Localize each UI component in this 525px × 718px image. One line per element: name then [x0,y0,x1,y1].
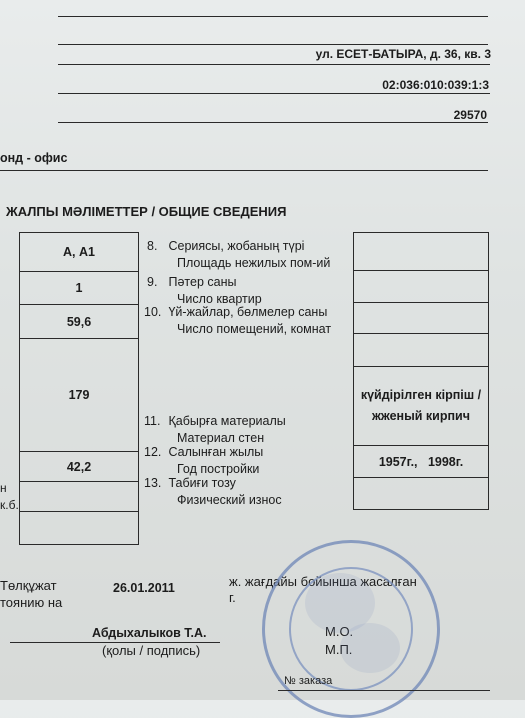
address-value: ул. ЕСЕТ-БАТЫРА, д. 36, кв. 3 [315,47,491,61]
legend-ru: Материал стен [177,431,265,445]
legend-item-13 [144,475,282,509]
legend-ru: Площадь нежилых пом-ий [177,256,331,270]
header-rule-3 [58,64,490,65]
left-cell-wear [20,482,138,512]
legend-ru: Год постройки [177,462,260,476]
legend-ru: Число квартир [177,292,262,306]
order-label: № заказа [284,675,333,687]
left-cell-wall-material: 179 [20,339,138,452]
legend-ru: Физический износ [177,493,282,507]
right-cell-apartments [354,271,488,303]
legend-kz: Үй-жайлар, бөлмелер саны [168,305,328,319]
stamp-ink-blot [340,623,400,673]
right-cell-series [354,233,488,271]
left-cell-series: А, А1 [20,233,138,272]
legend-item-10 [144,304,331,338]
right-cell-wear [354,478,488,508]
left-margin-fragment-2: к.б. [0,498,19,512]
legend-num: 8. [147,239,158,253]
legend-item-11 [144,413,286,447]
footer-state-line-1: ж. жағдайы бойынша жасалған [229,574,417,589]
left-cell-extra [20,512,138,543]
right-cell-year: 1957г., 1998г. [354,446,488,478]
header-rule-5 [58,122,488,123]
cadastral-number-value: 02:036:010:039:1:3 [382,78,489,92]
legend-num: 11. [144,414,161,428]
legend-num: 12. [144,445,162,459]
footer-date: 26.01.2011 [113,581,175,595]
legend-item-8 [147,238,330,272]
legend-kz: Салынған жылы [168,445,264,459]
right-cell-rooms [354,303,488,334]
order-rule [278,690,490,691]
header-rule-1 [58,16,488,17]
footer-state-line-2: г. [229,590,236,605]
footer-left-line-2: тоянию на [0,595,63,610]
left-cell-apartments: 1 [20,272,138,305]
legend-ru: Число помещений, комнат [177,322,332,336]
legend-kz: Қабырға материалы [168,414,286,428]
signer-name: Абдыхалыков Т.А. [92,626,207,640]
number-value: 29570 [453,108,487,122]
legend-item-9 [147,274,262,308]
left-margin-fragment-1: н [0,481,7,495]
legend-num: 13. [144,476,162,490]
legend-kz: Сериясы, жобаның түрі [168,239,305,253]
legend-num: 9. [147,275,158,289]
section-title: ЖАЛПЫ МӘЛІМЕТТЕР / ОБЩИЕ СВЕДЕНИЯ [6,204,287,219]
legend-kz: Табиғи тозу [168,476,236,490]
mp-label: М.П. [325,642,353,657]
legend-num: 10. [144,305,162,319]
right-values-table [353,232,489,510]
header-rule-4 [58,93,490,94]
header-rule-2 [58,44,488,45]
purpose-rule [0,170,488,171]
signature-caption: (қолы / подпись) [102,643,201,658]
legend-item-12 [144,444,263,478]
purpose-fragment: онд - офис [0,151,68,165]
left-cell-rooms: 59,6 [20,305,138,339]
left-cell-year: 42,2 [20,452,138,482]
left-values-table [19,232,139,545]
right-cell-wall-material: күйдірілген кірпіш / жженый кирпич [354,367,488,446]
round-stamp [262,540,440,718]
right-cell-blank [354,334,488,367]
legend-kz: Пәтер саны [168,275,237,289]
mo-label: М.О. [325,624,354,639]
footer-left-line-1: Төлқұжат [0,578,57,593]
